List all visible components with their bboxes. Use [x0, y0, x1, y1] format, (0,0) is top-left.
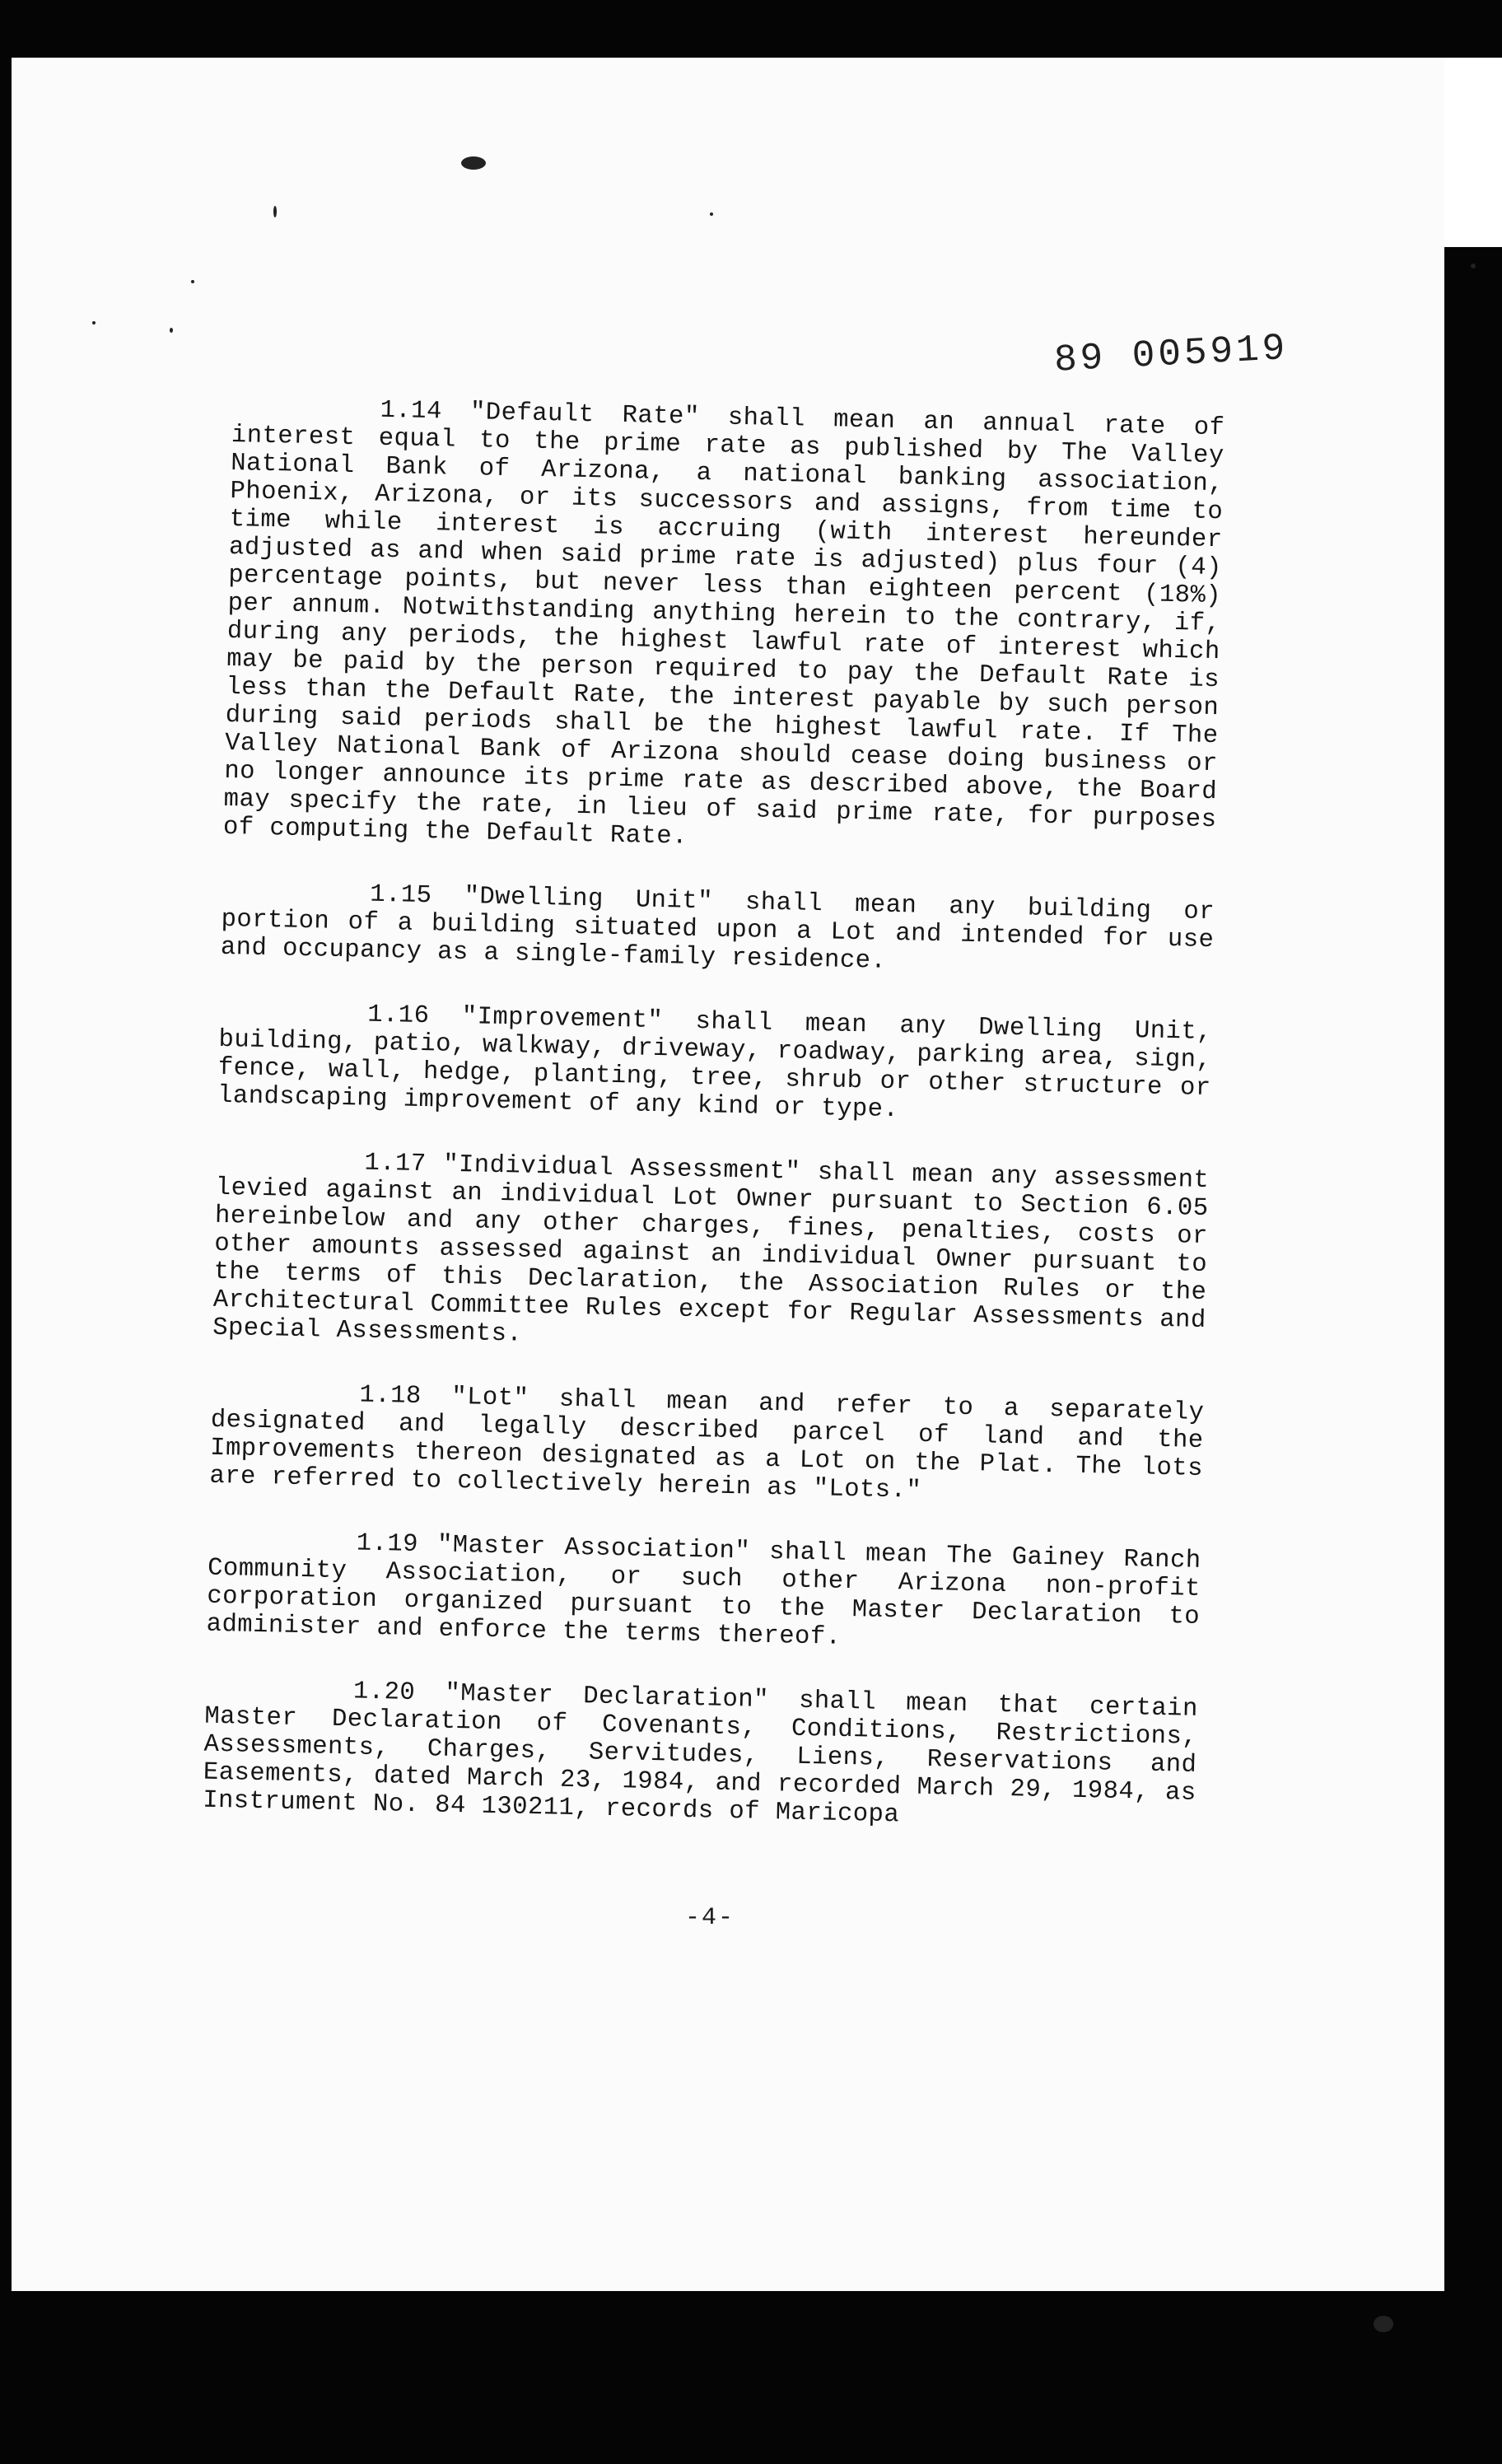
paragraph-1-14: 1.14 "Default Rate" shall mean an annual rate of interest equal to the prime rate as published by The Valley National Bank of Arizona, a national banking association, Phoenix, Arizona, or its successors and assigns, from time to time while interest is accruing (with interest hereunder adjusted as and when said prime rate is adjusted) plus four (4) percentage points, but never less than eighteen percent (18%) per annum. Notwithstanding anything herein to the contrary, if, during any periods, the highest lawful rate of interest which may be paid by the person required to pay the Default Rate is less than the Default Rate, the interest payable by such person during said periods shall be the highest lawful rate. If The Valley National Bank of Arizona should cease doing business or no longer announce its prime rate as described above, the Board may specify the rate, in lieu of said prime rate, for purposes of computing the Default Rate. [222, 396, 1225, 852]
scan-speck [710, 212, 713, 216]
scan-border-top [0, 0, 1502, 58]
scan-speck [1471, 264, 1476, 268]
scan-speck [461, 156, 486, 170]
paragraph-1-15: 1.15 "Dwelling Unit" shall mean any building or portion of a building situated upon a Lot and intended for use and occupancy as a single-family residence. [220, 880, 1215, 976]
paragraph-1-17: 1.17 "Individual Assessment" shall mean any assessment levied against an individual Lot Owner pursuant to Section 6.05 hereinbelow and any other charges, fines, penalties, costs or other amounts assessed against an individual Owner pursuant to the terms of this Declaration, the Association Rules or the Architectural Committee Rules except for Regular Assessments and Special Assessments. [212, 1149, 1210, 1349]
scan-speck [191, 280, 194, 283]
scan-speck [170, 328, 173, 333]
scan-speck [273, 206, 277, 217]
scan-speck [92, 321, 96, 324]
paragraph-1-18: 1.18 "Lot" shall mean and refer to a separately designated and legally described parcel of land and the Improvements thereon designated as a Lot on the Plat. The lots are referred to collectively herein as "Lots." [209, 1381, 1205, 1505]
scan-speck [1374, 2316, 1393, 2332]
scan-border-bottom [0, 2291, 1502, 2464]
paragraph-1-16: 1.16 "Improvement" shall mean any Dwelling Unit, building, patio, walkway, driveway, roadway, parking area, sign, fence, wall, hedge, planting, tree, shrub or other structure or landscaping improvement of any kind or type. [217, 1001, 1213, 1125]
page-number: -4- [685, 1904, 735, 1932]
document-stamp-number: 89 005919 [1052, 326, 1290, 382]
scan-border-right [1444, 247, 1502, 2464]
scan-border-left [0, 0, 12, 2464]
paragraph-1-19: 1.19 "Master Association" shall mean The Gainey Ranch Community Association, or such other Arizona non-profit corporation organized pursuant to the Master Declaration to administer and enforce the terms thereof. [206, 1529, 1201, 1652]
document-body [202, 394, 1225, 1872]
paragraph-1-20: 1.20 "Master Declaration" shall mean that certain Master Declaration of Covenants, Conditions, Restrictions, Assessments, Charges, Servitudes, Liens, Reservations and Easements, dated March 23, 1984, and recorded March 29, 1984, as Instrument No. 84 130211, records of Maricopa [202, 1678, 1199, 1830]
